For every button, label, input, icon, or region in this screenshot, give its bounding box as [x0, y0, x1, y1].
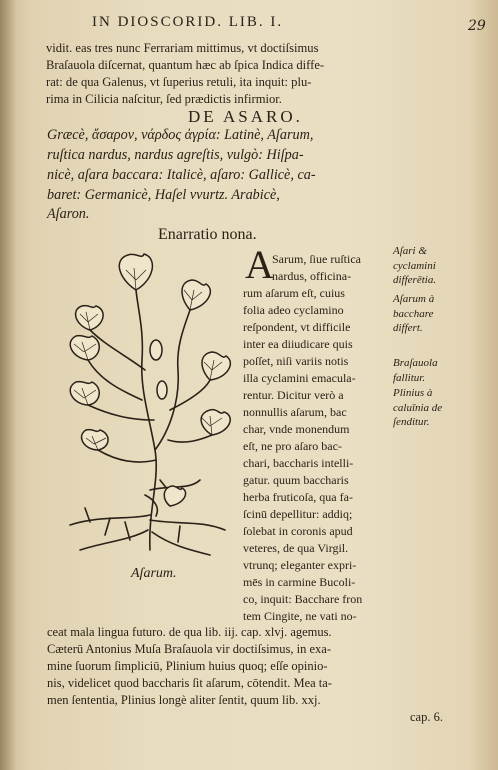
column-line: chari, baccharis intelli-: [243, 456, 354, 470]
text-line: rima in Cilicia naſcitur, ſed prædictis infirmior.: [46, 92, 282, 106]
column-line: eſt, ne pro aſaro bac-: [243, 439, 342, 453]
column-line: inter ea diiudicare quis: [243, 337, 353, 351]
column-line: vtrunq; eleganter expri-: [243, 558, 357, 572]
column-line: nonnullis aſarum, bac: [243, 405, 347, 419]
sidenote: Aſarum à bacchare differt.: [393, 293, 435, 334]
column-line: co, inquit: Bacchare fron: [243, 592, 363, 606]
text-line: Braſauola diſcernat, quantum hæc ab ſpica Indica diffe-: [46, 58, 325, 72]
column-line: ſolebat in coronis apud: [243, 524, 353, 538]
text-line: cap. 6.: [410, 710, 443, 724]
column-line: Sarum, ſiue ruſtica: [272, 252, 361, 266]
sidenote: Braſauola fallitur.: [393, 357, 438, 384]
text-line: ceat mala lingua futuro. de qua lib. iij. cap. xlvj. agemus.: [47, 625, 332, 639]
names-line: Aſaron.: [47, 206, 90, 222]
column-line: veteres, de qua Virgil.: [243, 541, 349, 555]
text-line: vidit. eas tres nunc Ferrariam mittimus, vt doctiſsimus: [46, 41, 319, 55]
section-heading: DE ASARO.: [188, 107, 303, 126]
text-line: rat: de qua Galenus, vt ſuperius retuli, ita inquit: plu-: [46, 75, 312, 89]
column-line: gatur. quum baccharis: [243, 473, 349, 487]
subheading: Enarratio nona.: [158, 226, 257, 243]
column-line: rentur. Dicitur verò a: [243, 388, 344, 402]
text-line: Cæterū Antonius Muſa Braſauola vir doctiſsimus, in exa-: [47, 642, 331, 656]
names-line: ruſtica nardus, nardus agreſtis, vulgò: Hiſpa-: [47, 147, 304, 163]
column-line: folia adeo cyclamino: [243, 303, 344, 317]
asarum-woodcut-illustration: [50, 250, 240, 565]
sidenote: Aſari & cyclamini differētia.: [393, 245, 437, 286]
column-line: char, vnde monendum: [243, 422, 350, 436]
page-number: 29: [468, 18, 486, 34]
names-line: nicè, aſara baccara: Italicè, aſaro: Gallicè, ca-: [47, 167, 316, 183]
column-line: mēs in carmine Bucoli-: [243, 575, 356, 589]
column-line: tem Cingite, ne vati no-: [243, 609, 357, 623]
sidenote: Plinius à caluīnia de ſenditur.: [393, 387, 443, 428]
column-line: reſpondent, vt difficile: [243, 320, 351, 334]
names-line: Græcè, ἄσαρον, νάρδος ἀγρία: Latinè, Aſarum,: [47, 127, 314, 143]
names-line: baret: Germanicè, Haſel vvurtz. Arabicè,: [47, 187, 280, 203]
column-line: illa cyclamini emacula-: [243, 371, 356, 385]
text-line: men ſententia, Plinius longè aliter ſentit, quum lib. xxj.: [47, 693, 321, 707]
figure-caption: Aſarum.: [131, 566, 177, 581]
column-line: herba fruticoſa, qua fa-: [243, 490, 353, 504]
column-line: nardus, officina-: [272, 269, 352, 283]
column-line: poſſet, niſi variis notis: [243, 354, 349, 368]
running-head: IN DIOSCORID. LIB. I.: [92, 14, 284, 30]
text-line: mine ſuorum ſimpliciū, Plinium huius quoq; eſſe opinio-: [47, 659, 328, 673]
column-line: rum aſarum eſt, cuius: [243, 286, 345, 300]
text-line: nis, videlicet quod baccharis ſit aſarum, cōtendit. Mea ta-: [47, 676, 332, 690]
gutter-shadow: [0, 0, 16, 770]
column-line: ſcinū depellitur: addiq;: [243, 507, 353, 521]
drop-cap: A: [245, 242, 274, 287]
